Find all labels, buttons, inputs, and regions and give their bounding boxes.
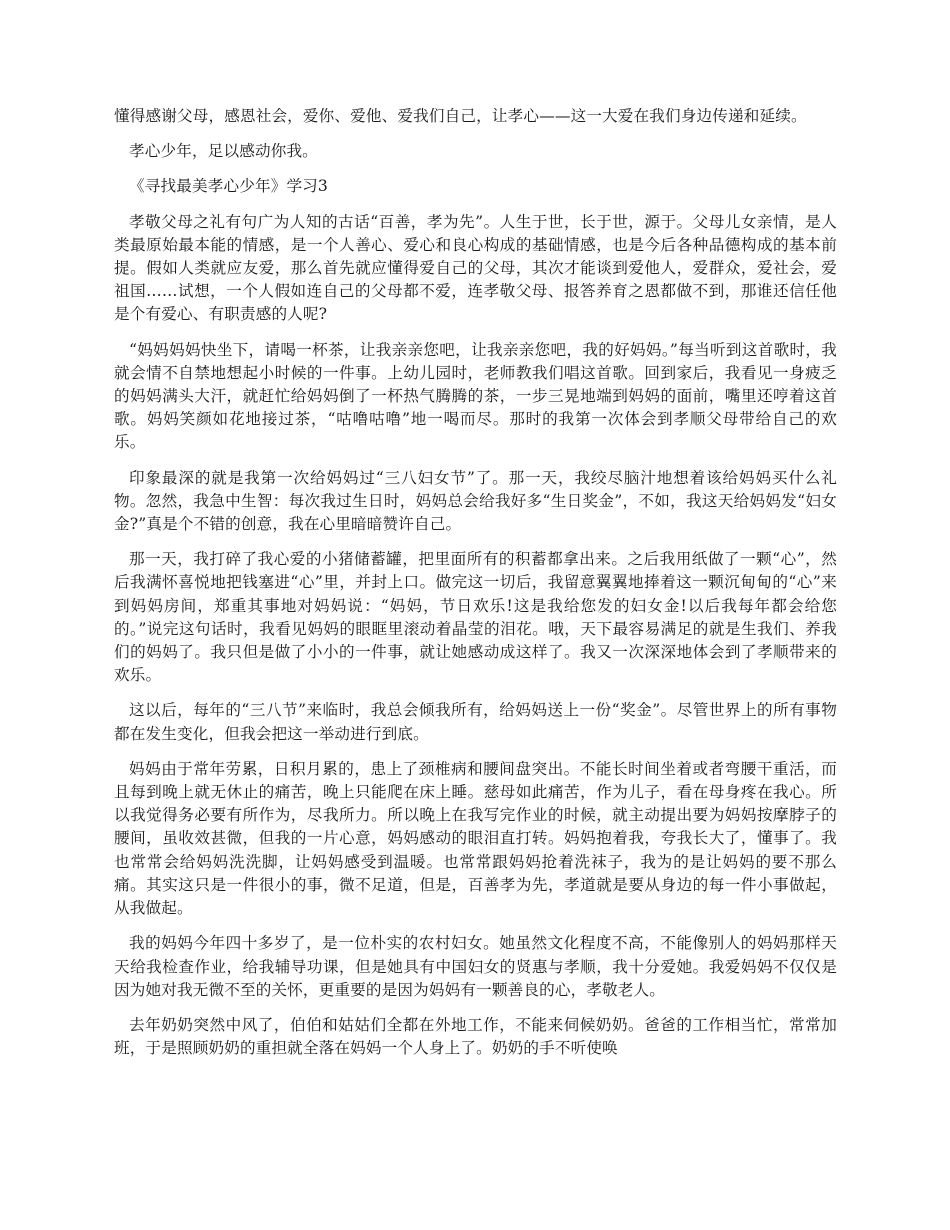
- paragraph: 孝敬父母之礼有句广为人知的古话“百善，孝为先”。人生于世，长于世，源于。父母儿女亲情，是人类最原始最本能的情感，是一个人善心、爱心和良心构成的基础情感，也是今后各种品德构成的基本前提。假如人类就应友爱，那么首先就应懂得爱自己的父母，其次才能谈到爱他人，爱群众，爱社会，爱祖国……试想，一个人假如连自己的父母都不爱，连孝敬父母、报答养育之恩都做不到，那谁还信任他是个有爱心、有职责感的人呢?: [114, 212, 837, 324]
- paragraph: 妈妈由于常年劳累，日积月累的，患上了颈椎病和腰间盘突出。不能长时间坐着或者弯腰干重活，而且每到晚上就无休止的痛苦，晚上只能爬在床上睡。慈母如此痛苦，作为儿子，看在母身疼在我心。所以我觉得务必要有所作为，尽我所力。所以晚上在我写完作业的时候，就主动提出要为妈妈按摩脖子的腰间，虽收效甚微，但我的一片心意，妈妈感动的眼泪直打转。妈妈抱着我，夸我长大了，懂事了。我也常常会给妈妈洗洗脚，让妈妈感受到温暖。也常常跟妈妈抢着洗袜子，我为的是让妈妈的要不那么痛。其实这只是一件很小的事，微不足道，但是，百善孝为先，孝道就是要从身边的每一件小事做起，从我做起。: [114, 759, 837, 918]
- paragraph-closing-line: 孝心少年，足以感动你我。: [129, 142, 318, 161]
- paragraph: 我的妈妈今年四十多岁了，是一位朴实的农村妇女。她虽然文化程度不高，不能像别人的妈妈那样天天给我检查作业，给我辅导功课，但是她具有中国妇女的贤惠与孝顺，我十分爱她。我爱妈妈不仅仅是因为她对我无微不至的关怀，更重要的是因为妈妈有一颗善良的心，孝敬老人。: [114, 934, 837, 999]
- section-heading: 《寻找最美孝心少年》学习3: [129, 177, 328, 196]
- paragraph: 印象最深的就是我第一次给妈妈过“三八妇女节”了。那一天，我绞尽脑汁地想着该给妈妈买什么礼物。忽然，我急中生智：每次我过生日时，妈妈总会给我好多“生日奖金”，不如，我这天给妈妈发“妇女金?”真是个不错的创意，我在心里暗暗赞许自己。: [114, 468, 837, 534]
- paragraph: 这以后，每年的“三八节”来临时，我总会倾我所有，给妈妈送上一份“奖金”。尽管世界上的所有事物都在发生变化，但我会把这一举动进行到底。: [114, 701, 837, 743]
- paragraph: 那一天，我打碎了我心爱的小猪储蓄罐，把里面所有的积蓄都拿出来。之后我用纸做了一颗“心”，然后我满怀喜悦地把钱塞进“心”里，并封上口。做完这一切后，我留意翼翼地捧着这一颗沉甸甸的“心”来到妈妈房间，郑重其事地对妈妈说：“妈妈，节日欢乐!这是我给您发的妇女金!以后我每年都会给您的。”说完这句话时，我看见妈妈的眼眶里滚动着晶莹的泪花。哦，天下最容易满足的就是生我们、养我们的妈妈了。我只但是做了小小的一件事，就让她感动成这样了。我又一次深深地体会到了孝顺带来的欢乐。: [114, 550, 837, 685]
- document-body: [114, 105, 837, 1072]
- paragraph-intro: 懂得感谢父母，感恩社会，爱你、爱他、爱我们自己，让孝心——这一大爱在我们身边传递和延续。: [114, 107, 807, 125]
- paragraph: 去年奶奶突然中风了，伯伯和姑姑们全都在外地工作，不能来伺候奶奶。爸爸的工作相当忙，常常加班，于是照顾奶奶的重担就全落在妈妈一个人身上了。奶奶的手不听使唤: [114, 1015, 837, 1058]
- paragraph: “妈妈妈妈快坐下，请喝一杯茶，让我亲亲您吧，让我亲亲您吧，我的好妈妈。”每当听到这首歌时，我就会情不自禁地想起小时候的一件事。上幼儿园时，老师教我们唱这首歌。回到家后，我看见一身疲乏的妈妈满头大汗，就赶忙给妈妈倒了一杯热气腾腾的茶，一步三晃地端到妈妈的面前，嘴里还哼着这首歌。妈妈笑颜如花地接过茶，“咕噜咕噜”地一喝而尽。那时的我第一次体会到孝顺父母带给自己的欢乐。: [114, 340, 837, 452]
